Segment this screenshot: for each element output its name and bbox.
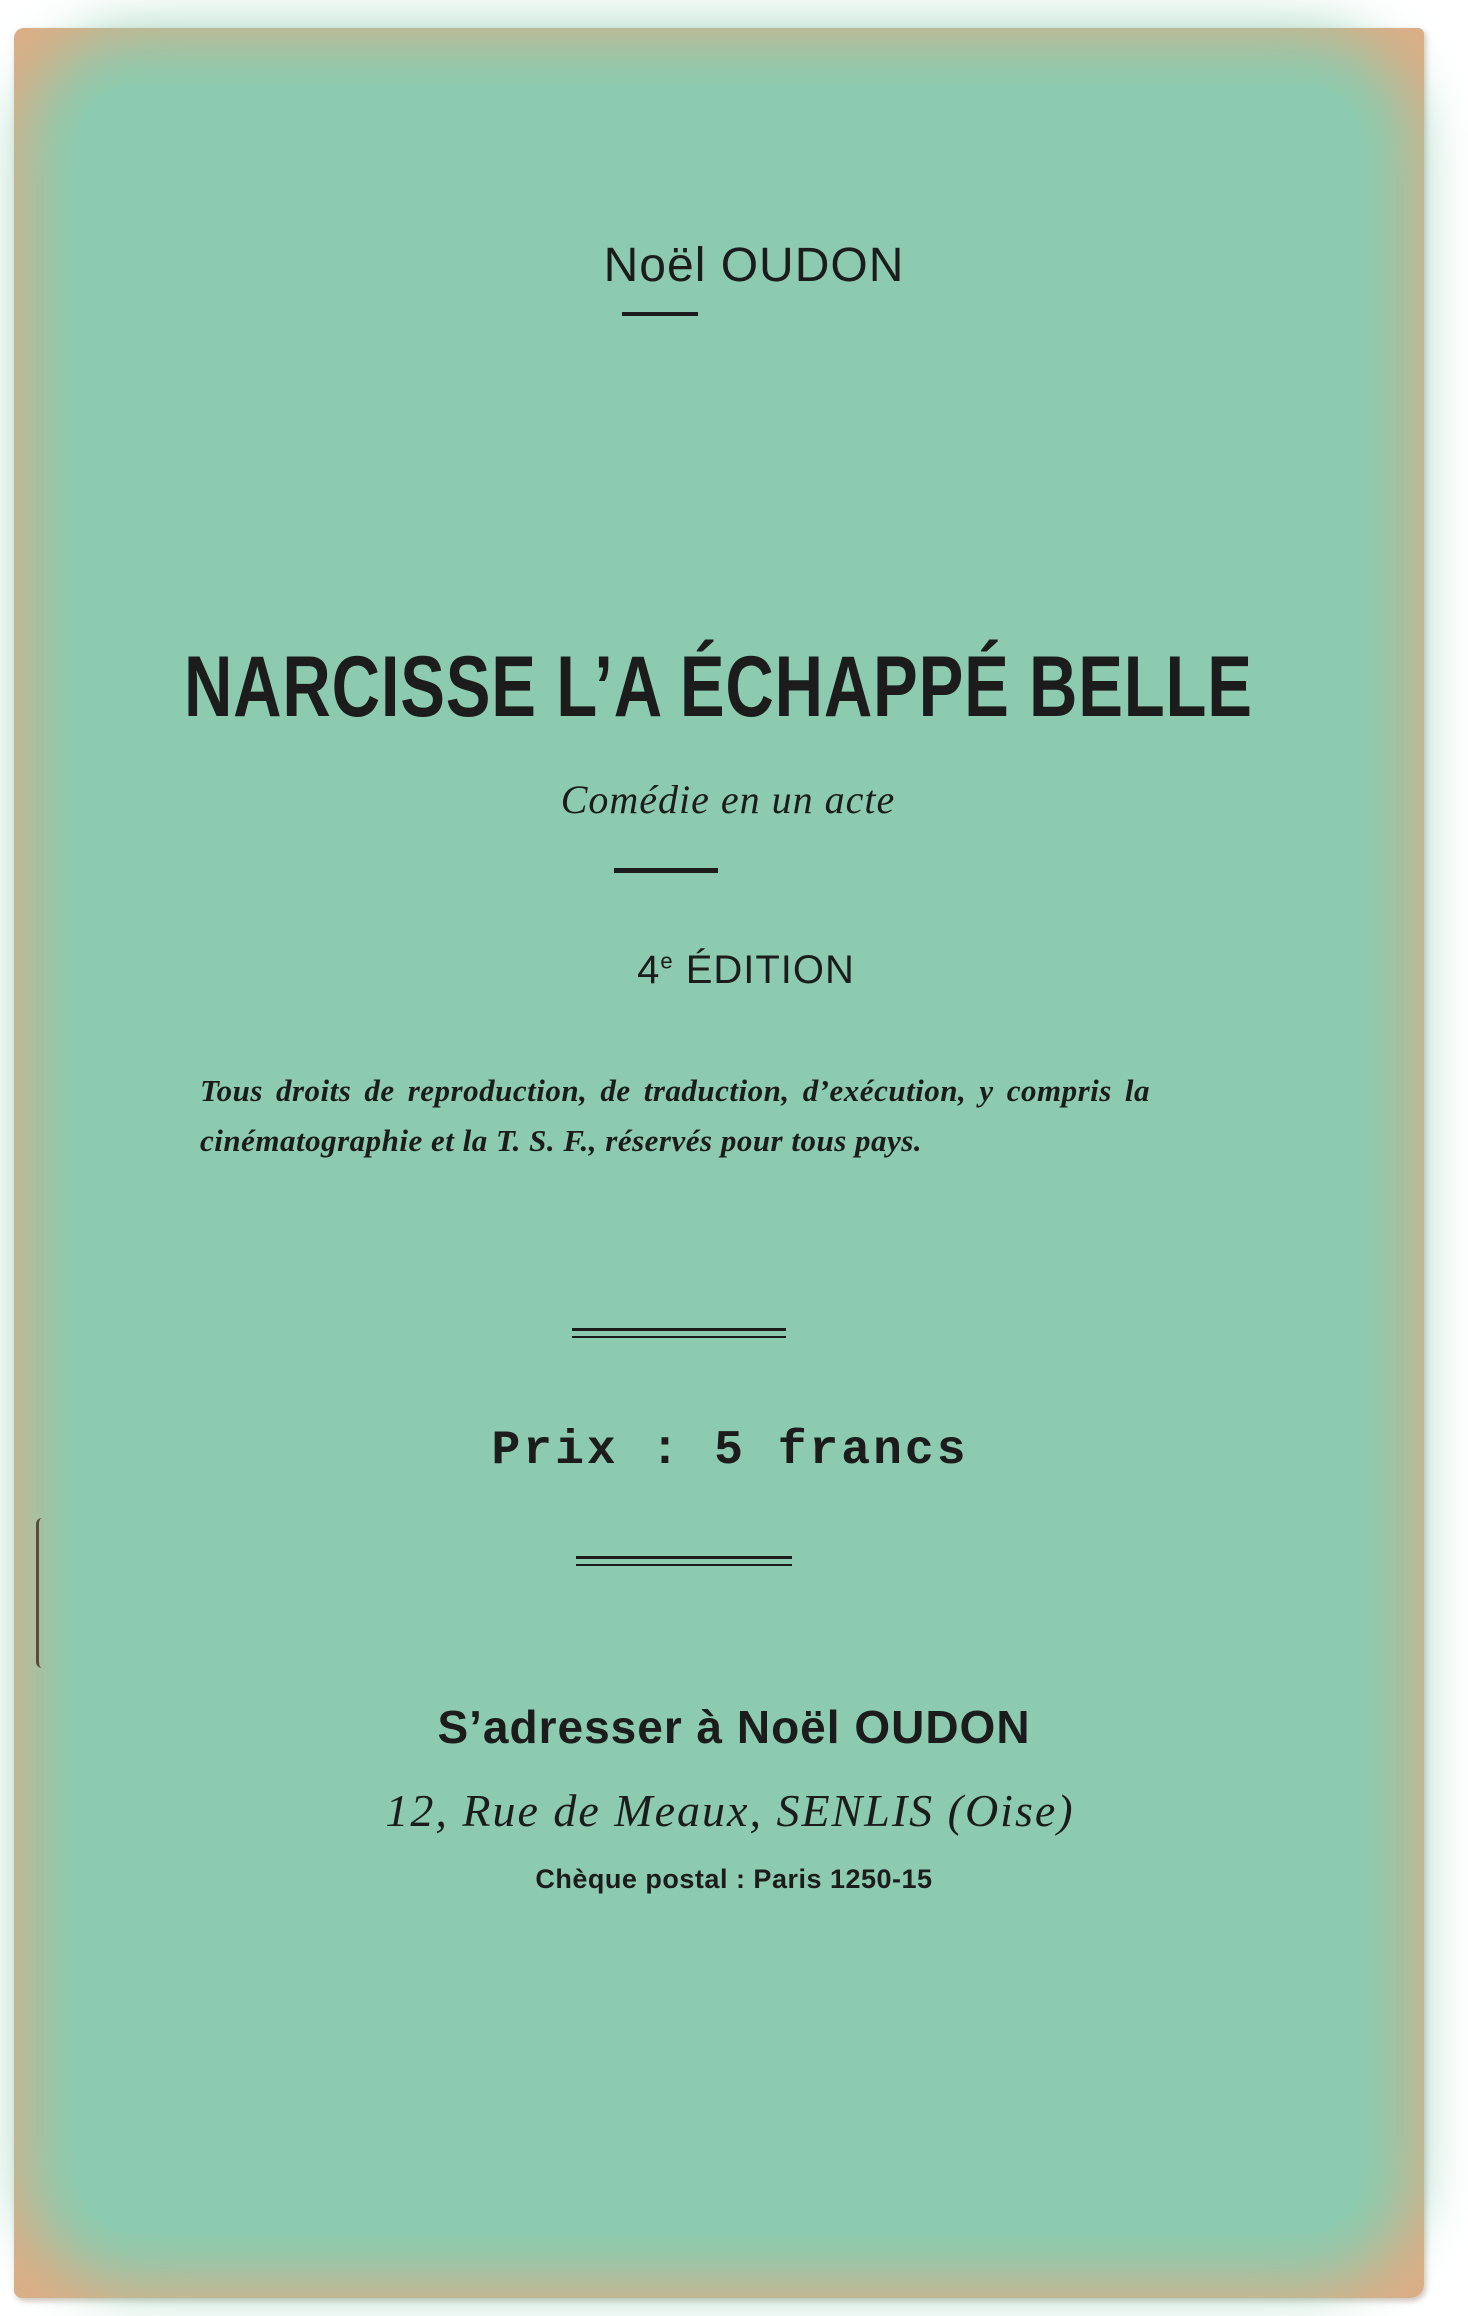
staple-binding [36,1518,51,1668]
price-bottom-divider-2 [576,1564,792,1566]
edition-suffix: e [660,948,674,974]
price-top-divider-1 [572,1328,786,1331]
price-top-divider-2 [572,1336,786,1338]
author-underline [622,312,698,316]
rights-notice: Tous droits de reproduction, de traduction, d’exécution, y compris la cinématographie et la T. S. F., réservés pour tous pays. [200,1073,1150,1158]
book-subtitle: Comédie en un acte [560,777,896,822]
author-name: Noël OUDON [603,239,905,292]
subtitle-divider [614,868,718,873]
edition-label [12,948,1468,993]
price-bottom-divider-1 [576,1556,792,1559]
contact-heading: S’adresser à Noël OUDON [437,1701,1031,1753]
book-title: NARCISSE L’A ÉCHAPPÉ BELLE [183,639,1253,735]
contact-address: 12, Rue de Meaux, SENLIS (Oise) [385,1785,1075,1836]
edition-word: ÉDITION [673,948,855,992]
edition-number: 4 [637,948,661,992]
price: Prix : 5 francs [491,1424,969,1478]
postal-account: Chèque postal : Paris 1250-15 [535,1864,933,1894]
